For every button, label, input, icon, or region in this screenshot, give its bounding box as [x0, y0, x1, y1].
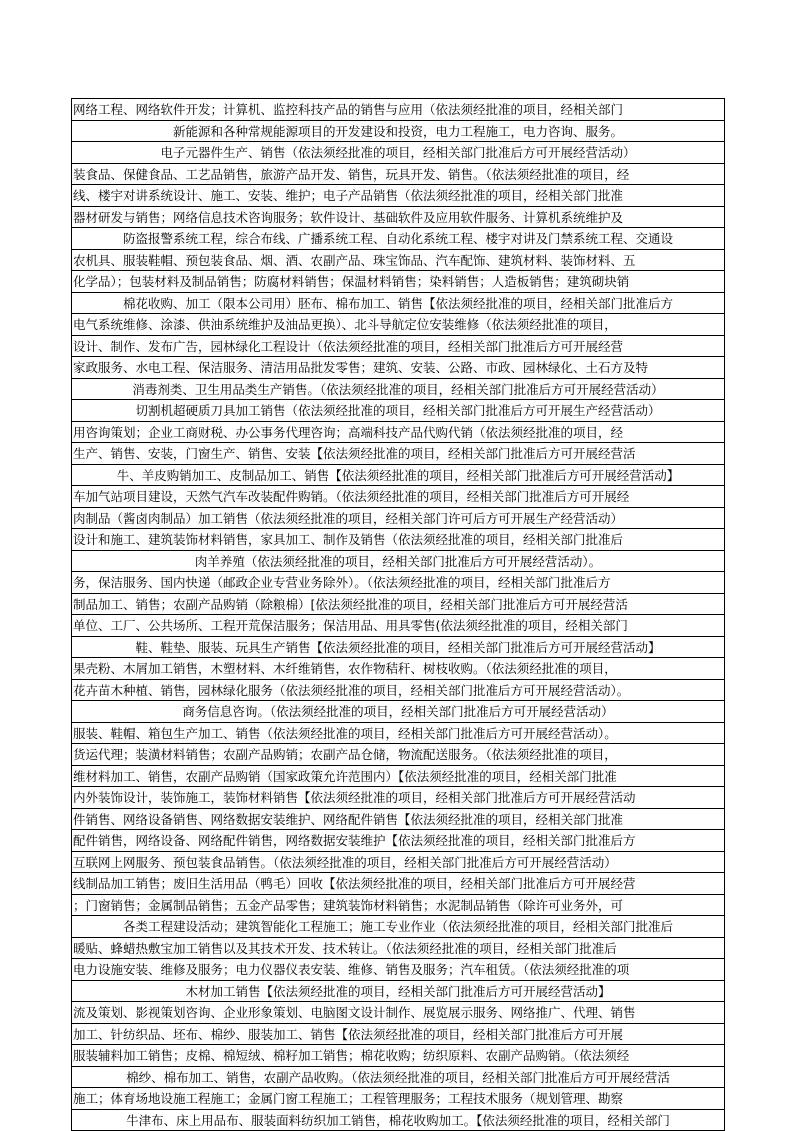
business-scope-table: [71, 98, 725, 1131]
table-row: 生产、销售、安装，门窗生产、销售、安装【依法须经批准的项目，经相关部门批准后方可开展经营活: [72, 443, 724, 465]
table-row: 务，保洁服务、国内快递（邮政企业专营业务除外）。（依法须经批准的项目，经相关部门批准后方: [72, 572, 724, 594]
table-row: 化学品）；包装材料及制品销售；防腐材料销售；保温材料销售；染料销售；人造板销售；建筑砌块销: [72, 271, 724, 293]
table-row: 家政服务、水电工程、保洁服务、清洁用品批发零售；建筑、安装、公路、市政、园林绿化、土石方及特: [72, 357, 724, 379]
table-row: 棉纱、棉布加工、销售，农副产品收购。（依法须经批准的项目，经相关部门批准后方可开展经营活: [72, 1067, 724, 1089]
table-row: 消毒剂类、卫生用品类生产销售。（依法须经批准的项目，经相关部门批准后方可开展经营活动）: [72, 379, 724, 401]
table-row: 线、楼宇对讲系统设计、施工、安装、维护；电子产品销售（依法须经批准的项目，经相关部门批准: [72, 185, 724, 207]
table-row: 鞋、鞋垫、服装、玩具生产销售【依法须经批准的项目，经相关部门批准后方可开展经营活动】: [72, 637, 724, 659]
table-row: 暖贴、蜂蜡热敷宝加工销售以及其技术开发、技术转让。（依法须经批准的项目，经相关部门批准后: [72, 938, 724, 960]
table-row: 流及策划、影视策划咨询、企业形象策划、电脑图文设计制作、展览展示服务、网络推广、代理、销售: [72, 1002, 724, 1024]
table-row: 新能源和各种常规能源项目的开发建设和投资，电力工程施工，电力咨询、服务。: [72, 121, 724, 143]
table-row: 服装、鞋帽、箱包生产加工、销售（依法须经批准的项目，经相关部门批准后方可开展经营活动）。: [72, 723, 724, 745]
table-row: 牛津布、床上用品布、服装面料纺织加工销售，棉花收购加工。【依法须经批准的项目，经相关部门: [72, 1110, 724, 1131]
table-row: 施工；体育场地设施工程施工；金属门窗工程施工；工程管理服务；工程技术服务（规划管理、勘察: [72, 1088, 724, 1110]
table-row: 商务信息咨询。（依法须经批准的项目，经相关部门批准后方可开展经营活动）: [72, 701, 724, 723]
table-row: 设计、制作、发布广告，园林绿化工程设计（依法须经批准的项目，经相关部门批准后方可开展经营: [72, 336, 724, 358]
table-row: 各类工程建设活动；建筑智能化工程施工；施工专业作业（依法须经批准的项目，经相关部门批准后: [72, 916, 724, 938]
table-row: 花卉苗木种植、销售，园林绿化服务（依法须经批准的项目，经相关部门批准后方可开展经营活动）。: [72, 680, 724, 702]
table-row: 牛、羊皮购销加工、皮制品加工、销售【依法须经批准的项目，经相关部门批准后方可开展经营活动】: [72, 465, 724, 487]
table-row: 内外装饰设计，装饰施工，装饰材料销售【依法须经批准的项目，经相关部门批准后方可开展经营活动: [72, 787, 724, 809]
table-row: 车加气站项目建设，天然气汽车改装配件购销。（依法须经批准的项目，经相关部门批准后方可开展经: [72, 486, 724, 508]
table-row: 木材加工销售【依法须经批准的项目，经相关部门批准后方可开展经营活动】: [72, 981, 724, 1003]
table-row: 单位、工厂、公共场所、工程开荒保洁服务；保洁用品、用具零售(依法须经批准的项目，经相关部门: [72, 615, 724, 637]
table-row: 防盗报警系统工程，综合布线、广播系统工程、自动化系统工程、楼宇对讲及门禁系统工程、交通设: [72, 228, 724, 250]
table-row: 货运代理；装潢材料销售；农副产品购销；农副产品仓储，物流配送服务。（依法须经批准的项目，: [72, 744, 724, 766]
table-row: 网络工程、网络软件开发；计算机、监控科技产品的销售与应用（依法须经批准的项目，经相关部门: [72, 99, 724, 121]
table-row: 加工、针纺织品、坯布、棉纱、服装加工、销售【依法须经批准的项目，经相关部门批准后方可开展: [72, 1024, 724, 1046]
table-row: 互联网上网服务、预包装食品销售。（依法须经批准的项目，经相关部门批准后方可开展经营活动）: [72, 852, 724, 874]
table-row: 棉花收购、加工（限本公司用）胚布、棉布加工、销售【依法须经批准的项目，经相关部门批准后方: [72, 293, 724, 315]
table-row: 配件销售，网络设备、网络配件销售，网络数据安装维护【依法须经批准的项目，经相关部门批准后方: [72, 830, 724, 852]
table-row: 设计和施工、建筑装饰材料销售，家具加工、制作及销售（依法须经批准的项目，经相关部门批准后: [72, 529, 724, 551]
table-row: 制品加工、销售；农副产品购销（除粮棉）[依法须经批准的项目，经相关部门批准后方可开展经营活: [72, 594, 724, 616]
table-row: 维材料加工、销售，农副产品购销（国家政策允许范围内）【依法须经批准的项目，经相关部门批准: [72, 766, 724, 788]
table-row: 果壳粉、木屑加工销售，木塑材料、木纤维销售，农作物秸秆、树枝收购。（依法须经批准的项目，: [72, 658, 724, 680]
table-row: 切割机超硬质刀具加工销售（依法须经批准的项目，经相关部门批准后方可开展生产经营活动）: [72, 400, 724, 422]
table-row: ；门窗销售；金属制品销售；五金产品零售；建筑装饰材料销售；水泥制品销售（除许可业务外，可: [72, 895, 724, 917]
table-row: 肉羊养殖（依法须经批准的项目，经相关部门批准后方可开展经营活动）。: [72, 551, 724, 573]
table-row: 电子元器件生产、销售（依法须经批准的项目，经相关部门批准后方可开展经营活动）: [72, 142, 724, 164]
table-row: 用咨询策划；企业工商财税、办公事务代理咨询；高端科技产品代购代销（依法须经批准的项目，经: [72, 422, 724, 444]
table-row: 件销售、网络设备销售、网络数据安装维护、网络配件销售【依法须经批准的项目，经相关部门批准: [72, 809, 724, 831]
table-row: 农机具、服装鞋帽、预包装食品、烟、酒、农副产品、珠宝饰品、汽车配饰、建筑材料、装饰材料、五: [72, 250, 724, 272]
table-row: 装食品、保健食品、工艺品销售，旅游产品开发、销售，玩具开发、销售。（依法须经批准的项目，经: [72, 164, 724, 186]
table-row: 电力设施安装、维修及服务；电力仪器仪表安装、维修、销售及服务；汽车租赁。（依法须经批准的项: [72, 959, 724, 981]
table-row: 器材研发与销售；网络信息技术咨询服务；软件设计、基础软件及应用软件服务、计算机系统维护及: [72, 207, 724, 229]
table-row: 线制品加工销售；废旧生活用品（鸭毛）回收【依法须经批准的项目，经相关部门批准后方可开展经营: [72, 873, 724, 895]
table-row: 电气系统维修、涂漆、供油系统维护及油品更换）、北斗导航定位安装维修（依法须经批准的项目，: [72, 314, 724, 336]
table-row: 肉制品（酱卤肉制品）加工销售（依法须经批准的项目，经相关部门许可后方可开展生产经营活动）: [72, 508, 724, 530]
table-row: 服装辅料加工销售；皮棉、棉短绒、棉籽加工销售；棉花收购；纺织原料、农副产品购销。（依法须经: [72, 1045, 724, 1067]
